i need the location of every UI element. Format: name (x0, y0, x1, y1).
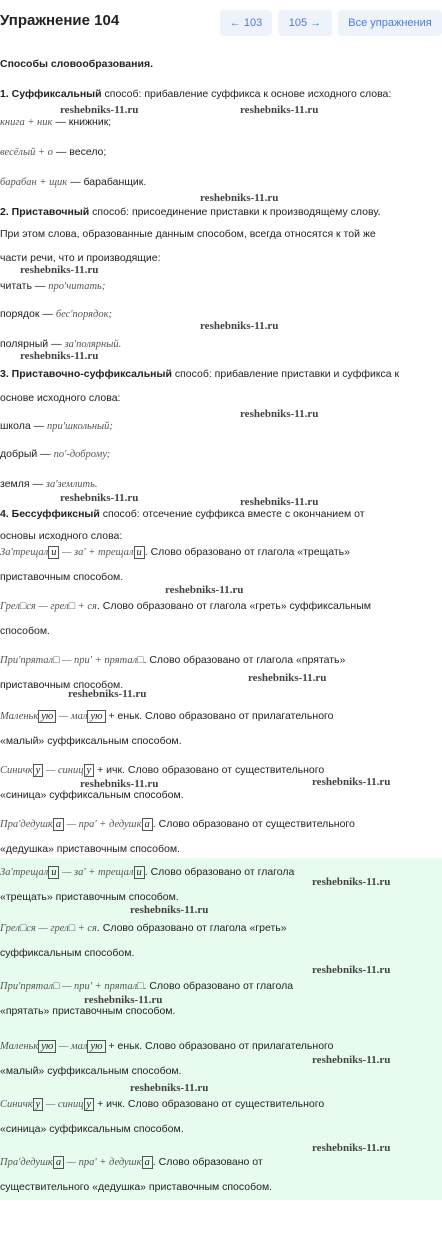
ending-box: ую (87, 1040, 105, 1053)
morpheme-word: — за' + трещал (59, 867, 134, 878)
watermark-text: reshebniks-11.ru (240, 104, 319, 116)
prev-exercise-button[interactable]: ← 103 (220, 10, 272, 36)
watermark-text: reshebniks-11.ru (20, 350, 99, 362)
morpheme-word: — пра' + дедушк (64, 819, 142, 830)
body-line (0, 530, 122, 543)
line-text: способ: прибавление суффикса к основе исходного слова: (101, 88, 392, 100)
body-line (0, 478, 98, 491)
section-heading: Способы словообразования. (0, 58, 153, 70)
watermark-text: reshebniks-11.ru (312, 1054, 391, 1066)
word-text: школа — (0, 420, 48, 432)
body-line (0, 368, 399, 381)
morpheme-word: Пра'дедушк (0, 1157, 53, 1168)
watermark-text: reshebniks-11.ru (248, 672, 327, 684)
example-explanation: . Слово образовано от глагола (143, 980, 294, 992)
line-text: При этом слова, образованные данным способом, всегда относятся к той же (0, 228, 376, 240)
morpheme-word: Маленьк (0, 711, 39, 722)
green-example-line (0, 1005, 175, 1018)
body-example-line (0, 789, 184, 802)
green-example-line (0, 866, 294, 879)
ending-box: и (48, 546, 59, 559)
ending-box: и (134, 866, 145, 879)
morpheme-word: За'трещал (0, 547, 49, 558)
line-text: — весело; (52, 146, 107, 158)
example-explanation: «трещать» приставочным способом. (0, 891, 179, 903)
example-explanation: «малый» суффиксальным способом. (0, 1065, 182, 1077)
watermark-text: reshebniks-11.ru (312, 776, 391, 788)
watermark-text: reshebniks-11.ru (312, 964, 391, 976)
morpheme-word: Грел□ся — грел□ + ся (0, 601, 97, 612)
watermark-text: reshebniks-11.ru (200, 320, 279, 332)
ending-box: у (84, 1098, 95, 1111)
body-example-line (0, 546, 350, 559)
green-example-line (0, 1156, 263, 1169)
example-explanation: . Слово образовано от глагола (144, 866, 295, 878)
example-explanation: «дедушка» приставочным способом. (0, 843, 180, 855)
watermark-text: reshebniks-11.ru (80, 778, 159, 790)
green-example-line (0, 1065, 182, 1078)
green-example-line (0, 947, 134, 960)
example-explanation: . Слово образовано от глагола «греть» суффиксальным (96, 600, 371, 612)
body-line (0, 280, 105, 293)
morpheme-word: — мал (56, 711, 88, 722)
example-explanation: приставочным способом. (0, 571, 124, 583)
body-example-line (0, 600, 371, 613)
morpheme-example: при'школьный; (47, 421, 113, 432)
green-example-line (0, 1181, 272, 1194)
morpheme-word: Пра'дедушк (0, 819, 53, 830)
word-text: полярный — (0, 338, 65, 350)
ending-box: и (48, 866, 59, 879)
watermark-text: reshebniks-11.ru (60, 492, 139, 504)
green-example-line (0, 980, 293, 993)
morpheme-example: бес'порядок; (55, 309, 112, 320)
method-name: 1. Суффиксальный (0, 88, 102, 100)
morpheme-word: При'прятал□ — при' + прятал□ (0, 981, 144, 992)
example-explanation: + еньк. Слово образовано от прилагательного (105, 710, 334, 722)
all-exercises-button[interactable]: Все упражнения (338, 10, 442, 36)
body-example-line (0, 843, 180, 856)
ending-box: а (142, 1156, 153, 1169)
example-explanation: + ичк. Слово образовано от существительного (94, 764, 325, 776)
green-example-line (0, 922, 287, 935)
ending-box: и (134, 546, 145, 559)
example-explanation: суффиксальным способом. (0, 947, 135, 959)
example-explanation: . Слово образовано от глагола «прятать» (143, 654, 346, 666)
body-line (0, 58, 153, 71)
morpheme-word: Грел□ся — грел□ + ся (0, 923, 97, 934)
body-example-line (0, 818, 355, 831)
morpheme-word: — синиц (43, 1099, 84, 1110)
body-line (0, 206, 380, 219)
example-explanation: способом. (0, 625, 50, 637)
green-example-line (0, 891, 179, 904)
line-text: способ: прибавление приставки и суффикса к (171, 368, 400, 380)
ending-box: ую (87, 710, 105, 723)
body-example-line (0, 654, 345, 667)
morpheme-example: весёлый + о (0, 147, 53, 158)
morpheme-example: книга + ник (0, 117, 53, 128)
word-text: порядок — (0, 308, 56, 320)
watermark-text: reshebniks-11.ru (200, 192, 279, 204)
line-text: способ: отсечение суффикса вместе с окончанием от (99, 508, 365, 520)
ending-box: у (84, 764, 95, 777)
morpheme-word: Синичк (0, 1099, 33, 1110)
body-example-line (0, 625, 50, 638)
word-text: читать — (0, 280, 49, 292)
page-title: Упражнение 104 (0, 12, 120, 29)
body-line (0, 508, 365, 521)
morpheme-example: барабан + щик (0, 177, 68, 188)
line-text: — барабанщик. (67, 176, 147, 188)
watermark-text: reshebniks-11.ru (165, 584, 244, 596)
next-exercise-button[interactable]: 105 → (278, 10, 332, 36)
morpheme-word: — синиц (43, 765, 84, 776)
ending-box: а (142, 818, 153, 831)
method-name: 2. Приставочный (0, 206, 90, 218)
watermark-text: reshebniks-11.ru (20, 264, 99, 276)
watermark-text: reshebniks-11.ru (84, 994, 163, 1006)
watermark-text: reshebniks-11.ru (60, 104, 139, 116)
example-explanation: существительного «дедушка» приставочным способом. (0, 1181, 273, 1193)
example-explanation: . Слово образовано от (152, 1156, 263, 1168)
body-line (0, 88, 391, 101)
line-text: — книжник; (52, 116, 112, 128)
morpheme-word: — пра' + дедушк (64, 1157, 142, 1168)
morpheme-example: по'-доброму; (53, 449, 111, 460)
method-name: 4. Бессуффиксный (0, 508, 100, 520)
watermark-text: reshebniks-11.ru (240, 496, 319, 508)
example-explanation: «синица» суффиксальным способом. (0, 1123, 184, 1135)
morpheme-word: — за' + трещал (59, 547, 134, 558)
body-example-line (0, 571, 123, 584)
line-text: способ: присоединение приставки к производящему слову. (89, 206, 381, 218)
watermark-text: reshebniks-11.ru (130, 1082, 209, 1094)
body-line (0, 448, 110, 461)
morpheme-example: за'полярный. (64, 339, 122, 350)
watermark-text: reshebniks-11.ru (312, 876, 391, 888)
ending-box: а (53, 1156, 64, 1169)
line-text: основы исходного слова: (0, 530, 123, 542)
morpheme-example: за'землить. (45, 479, 98, 490)
morpheme-word: За'трещал (0, 867, 49, 878)
morpheme-word: Маленьк (0, 1041, 39, 1052)
green-example-line (0, 1123, 184, 1136)
example-explanation: + ичк. Слово образовано от существительного (94, 1098, 325, 1110)
example-explanation: «синица» суффиксальным способом. (0, 789, 184, 801)
ending-box: у (33, 1098, 44, 1111)
example-explanation: . Слово образовано от глагола «трещать» (144, 546, 350, 558)
example-explanation: «прятать» приставочным способом. (0, 1005, 176, 1017)
example-explanation: . Слово образовано от существительного (152, 818, 355, 830)
ending-box: у (33, 764, 44, 777)
watermark-text: reshebniks-11.ru (240, 408, 319, 420)
morpheme-word: Синичк (0, 765, 33, 776)
body-line (0, 228, 376, 241)
body-example-line (0, 710, 333, 723)
body-line (0, 176, 146, 189)
example-explanation: приставочным способом. (0, 679, 124, 691)
word-text: добрый — (0, 448, 54, 460)
body-line (0, 420, 113, 433)
watermark-text: reshebniks-11.ru (130, 904, 209, 916)
example-explanation: + еньк. Слово образовано от прилагательного (105, 1040, 334, 1052)
ending-box: а (53, 818, 64, 831)
ending-box: ую (38, 710, 56, 723)
green-example-line (0, 1098, 324, 1111)
line-text: части речи, что и производящие: (0, 252, 161, 264)
morpheme-example: про'читать; (48, 281, 106, 292)
header (0, 0, 442, 46)
method-name: 3. Приставочно-суффиксальный (0, 368, 172, 380)
body-line (0, 308, 112, 321)
line-text: основе исходного слова: (0, 392, 121, 404)
watermark-text: reshebniks-11.ru (312, 1142, 391, 1154)
morpheme-word: — мал (56, 1041, 88, 1052)
word-text: земля — (0, 478, 46, 490)
morpheme-word: При'прятал□ — при' + прятал□ (0, 655, 144, 666)
body-line (0, 146, 106, 159)
example-explanation: . Слово образовано от глагола «греть» (96, 922, 287, 934)
body-line (0, 116, 111, 129)
green-example-line (0, 1040, 333, 1053)
body-line (0, 392, 120, 405)
example-explanation: «малый» суффиксальным способом. (0, 735, 182, 747)
watermark-text: reshebniks-11.ru (68, 688, 147, 700)
ending-box: ую (38, 1040, 56, 1053)
body-example-line (0, 735, 182, 748)
body-example-line (0, 764, 324, 777)
